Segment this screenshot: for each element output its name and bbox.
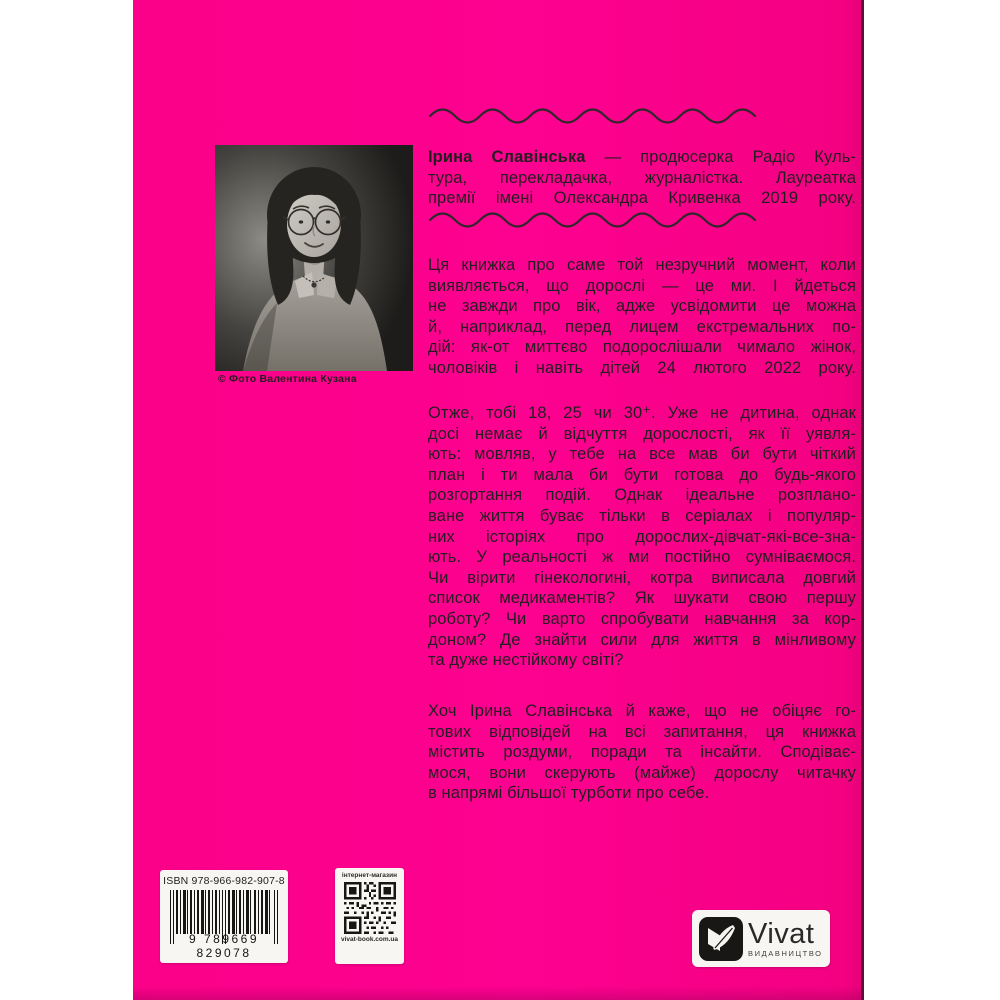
publisher-logo-icon — [699, 917, 743, 961]
book-edge-shadow — [861, 0, 864, 1000]
paragraph-line: ють: мовляв, у тебе на все мав би бути чіткий — [428, 445, 856, 464]
paragraph-line: тура, перекладачка, журналістка. Лауреатка — [428, 168, 856, 187]
paragraph-line: Отже, тобі 18, 25 чи 30⁺. Уже не дитина, однак — [428, 404, 856, 422]
paragraph-line: мося, вони скерують (майже) дорослу читачку — [428, 763, 856, 782]
cover — [133, 0, 864, 1000]
photo-caption: © Фото Валентина Кузана — [218, 373, 357, 385]
paragraph-line: роботу? Чи варто спробувати навчання за кор- — [428, 609, 856, 628]
paragraph-line: розгортання подій. Однак ідеальне розплано- — [428, 486, 856, 505]
qr-box — [335, 868, 404, 964]
portrait-illustration — [215, 145, 413, 371]
paragraph-line: Ця книжка про саме той незручний момент, коли — [428, 256, 856, 274]
paragraph-line: тових відповідей на всі запитання, ця книжка — [428, 722, 856, 741]
paragraph-line: дій: як-от миттєво подорослішали чимало жінок, — [428, 338, 856, 357]
annotation-paragraph-2 — [428, 403, 856, 671]
paragraph-line: чоловіків і навіть дітей 24 лютого 2022 року. — [428, 358, 856, 377]
qr-code-icon — [344, 882, 396, 934]
wavy-divider-top — [428, 101, 780, 127]
paragraph-line: ють. У реальності ж ми постійно сумніваємося. — [428, 548, 856, 567]
annotation-paragraph-1 — [428, 255, 856, 379]
paragraph-line: Чи вірити гінекологині, котра виписала довгий — [428, 568, 856, 587]
isbn-box — [160, 870, 288, 963]
qr-bottom-label: vivat-book.com.ua — [340, 936, 399, 943]
paragraph-line: список медикаментів? Як шукати свою першу — [428, 589, 856, 608]
paragraph-line: та дуже нестійкому світі? — [428, 651, 624, 670]
paragraph-line: досі немає й відчуття дорослості, як її уявля- — [428, 424, 856, 443]
paragraph-line: план і ти мала би бути готова до будь-якого — [428, 465, 856, 484]
paragraph-line: в напрямі більшої турботи про себе. — [428, 784, 710, 803]
bio-paragraph — [428, 147, 856, 209]
paragraph-line: й, наприклад, перед лицем екстремальних по- — [428, 317, 856, 336]
author-photo — [215, 145, 413, 371]
paragraph-line: доном? Де знайти сили для життя в мінливому — [428, 630, 856, 649]
annotation-paragraph-3 — [428, 701, 856, 804]
paragraph-line: Хоч Ірина Славінська й каже, що не обіцяє го- — [428, 702, 856, 720]
paragraph-line: виявляється, що дорослі — це ми. І йдеться — [428, 276, 856, 295]
wavy-divider-bottom — [428, 205, 780, 231]
paragraph-line: премії імені Олександра Кривенка 2019 року. — [428, 189, 856, 208]
isbn-label: ISBN 978-966-982-907-8 — [163, 875, 285, 887]
paragraph-line: ване життя буває тільки в серіалах і популяр- — [428, 506, 856, 525]
publisher-tagline: ВИДАВНИЦТВО — [748, 948, 823, 958]
paragraph-line: не завжди про вік, адже усвідомити це можна — [428, 297, 856, 316]
barcode-digits: 9 789669 829078 — [188, 932, 260, 960]
paragraph-line: містить роздуми, поради та інсайти. Сподіває- — [428, 743, 856, 762]
publisher-name: Vivat — [748, 917, 815, 950]
publisher-logo — [692, 910, 830, 967]
qr-top-label: інтернет-магазин — [341, 872, 398, 879]
paragraph-line: них історіях про дорослих-дівчат-які-все-зна- — [428, 527, 856, 546]
paragraph-line: Ірина Славінська — продюсерка Радіо Куль- — [428, 148, 857, 166]
author-name: Ірина Славінська — [428, 148, 586, 166]
